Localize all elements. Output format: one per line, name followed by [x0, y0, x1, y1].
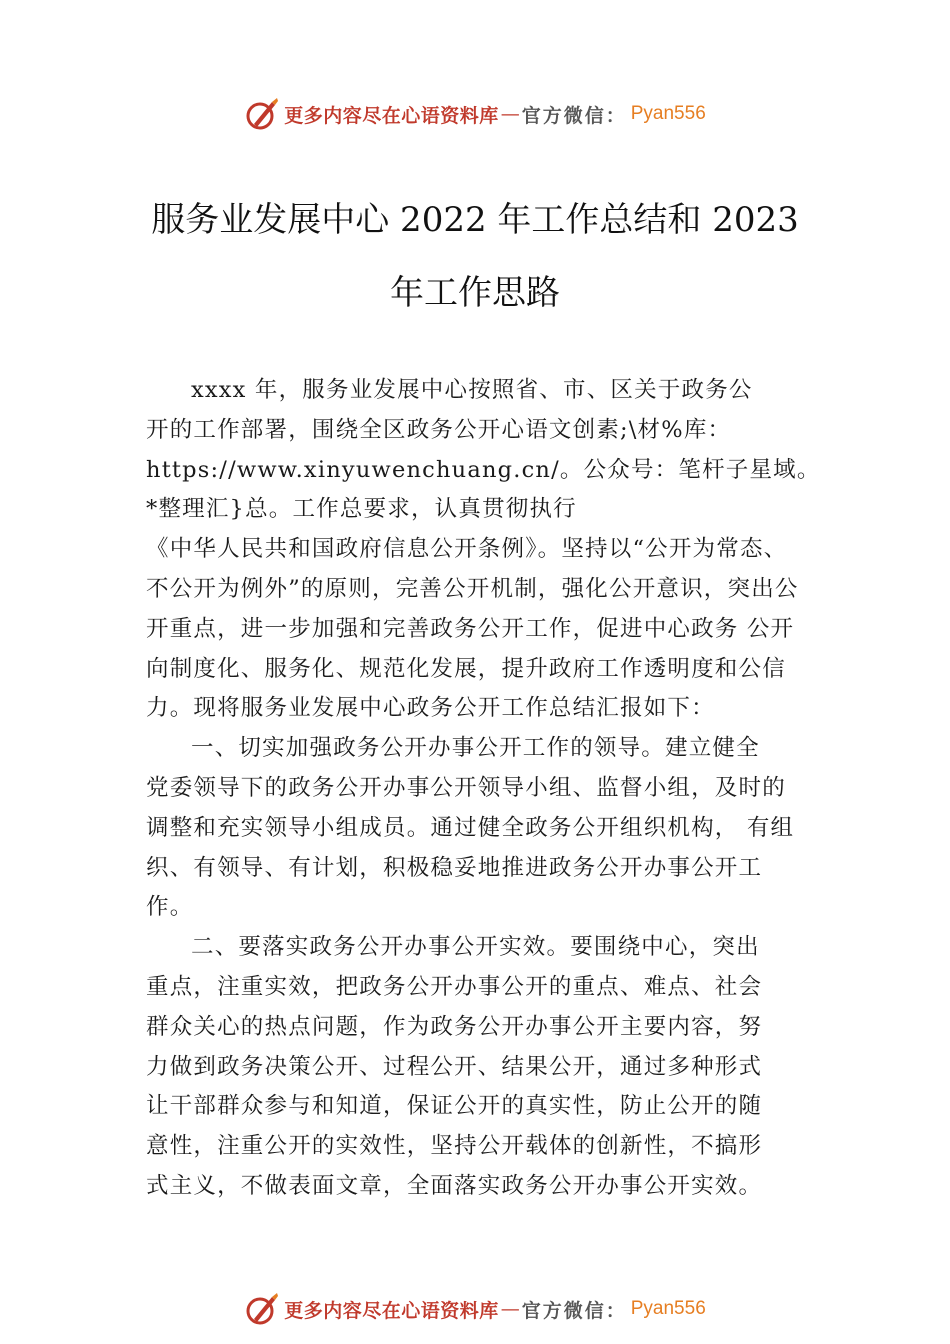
- text-line: 作。: [146, 894, 194, 921]
- text-line: 开的工作部署，围绕全区政务公开心语文创素;\材%库：: [146, 416, 732, 443]
- text-line: 党委领导下的政务公开办事公开领导小组、监督小组，及时的: [146, 774, 786, 801]
- text-line: 开重点，进一步加强和完善政务公开工作，促进中心政务 公开: [146, 615, 795, 642]
- banner-brand: 更多内容尽在心语资料库: [284, 104, 499, 127]
- text-line: 一、切实加强政务公开办事公开工作的领导。建立健全: [191, 735, 760, 762]
- title-line-1: 服务业发展中心 2022 年工作总结和 2023: [151, 200, 799, 240]
- text-line: 力做到政务决策公开、过程公开、结果公开，通过多种形式: [146, 1053, 763, 1080]
- text-line: *整理汇}总。工作总要求，认真贯彻执行: [146, 496, 577, 523]
- pen-logo-icon: [244, 1291, 280, 1327]
- text-line: 重点，注重实效，把政务公开办事公开的重点、难点、社会: [146, 973, 763, 1000]
- banner-wechat-label: 官方微信：: [521, 1299, 627, 1322]
- text-line: 力。现将服务业发展中心政务公开工作总结汇报如下：: [146, 695, 715, 722]
- banner-wechat-id: Pyan556: [630, 1298, 706, 1319]
- banner-wechat-id: Pyan556: [630, 103, 706, 124]
- document-title: [60, 184, 890, 330]
- banner-wechat-label: 官方微信：: [521, 104, 627, 127]
- text-line: 《中华人民共和国政府信息公开条例》。坚持以“公开为常态、: [146, 536, 788, 563]
- text-line: 意性，注重公开的实效性，坚持公开载体的创新性，不搞形: [146, 1133, 763, 1160]
- banner-brand: 更多内容尽在心语资料库: [284, 1299, 499, 1322]
- text-line: 二、要落实政务公开办事公开实效。要围绕中心，突出: [191, 934, 760, 961]
- text-line: 让干部群众参与和知道，保证公开的真实性，防止公开的随: [146, 1093, 763, 1120]
- paragraph-section-1: [146, 729, 828, 928]
- title-line-2: 年工作思路: [390, 273, 560, 313]
- banner-dash: —: [500, 1298, 520, 1320]
- text-line: 调整和充实领导小组成员。通过健全政务公开组织机构， 有组: [146, 814, 795, 841]
- banner-dash: —: [500, 103, 520, 125]
- pen-logo-icon: [244, 96, 280, 132]
- text-line: 不公开为例外”的原则，完善公开机制，强化公开意识，突出公: [146, 575, 799, 602]
- text-line: 织、有领导、有计划，积极稳妥地推进政务公开办事公开工: [146, 854, 763, 881]
- header-banner: [0, 94, 950, 134]
- document-body: [146, 371, 828, 1207]
- text-line: xxxx 年，服务业发展中心按照省、市、区关于政务公: [191, 377, 753, 403]
- paragraph-intro: [146, 371, 828, 729]
- footer-banner: [0, 1289, 950, 1329]
- text-line: 群众关心的热点问题，作为政务公开办事公开主要内容，努: [146, 1013, 763, 1040]
- text-line: 式主义，不做表面文章，全面落实政务公开办事公开实效。: [146, 1172, 763, 1199]
- text-line: 向制度化、服务化、规范化发展，提升政府工作透明度和公信: [146, 655, 786, 682]
- text-line: https://www.xinyuwenchuang.cn/。公众号：笔杆子星域。: [146, 456, 821, 483]
- paragraph-section-2: [146, 928, 828, 1207]
